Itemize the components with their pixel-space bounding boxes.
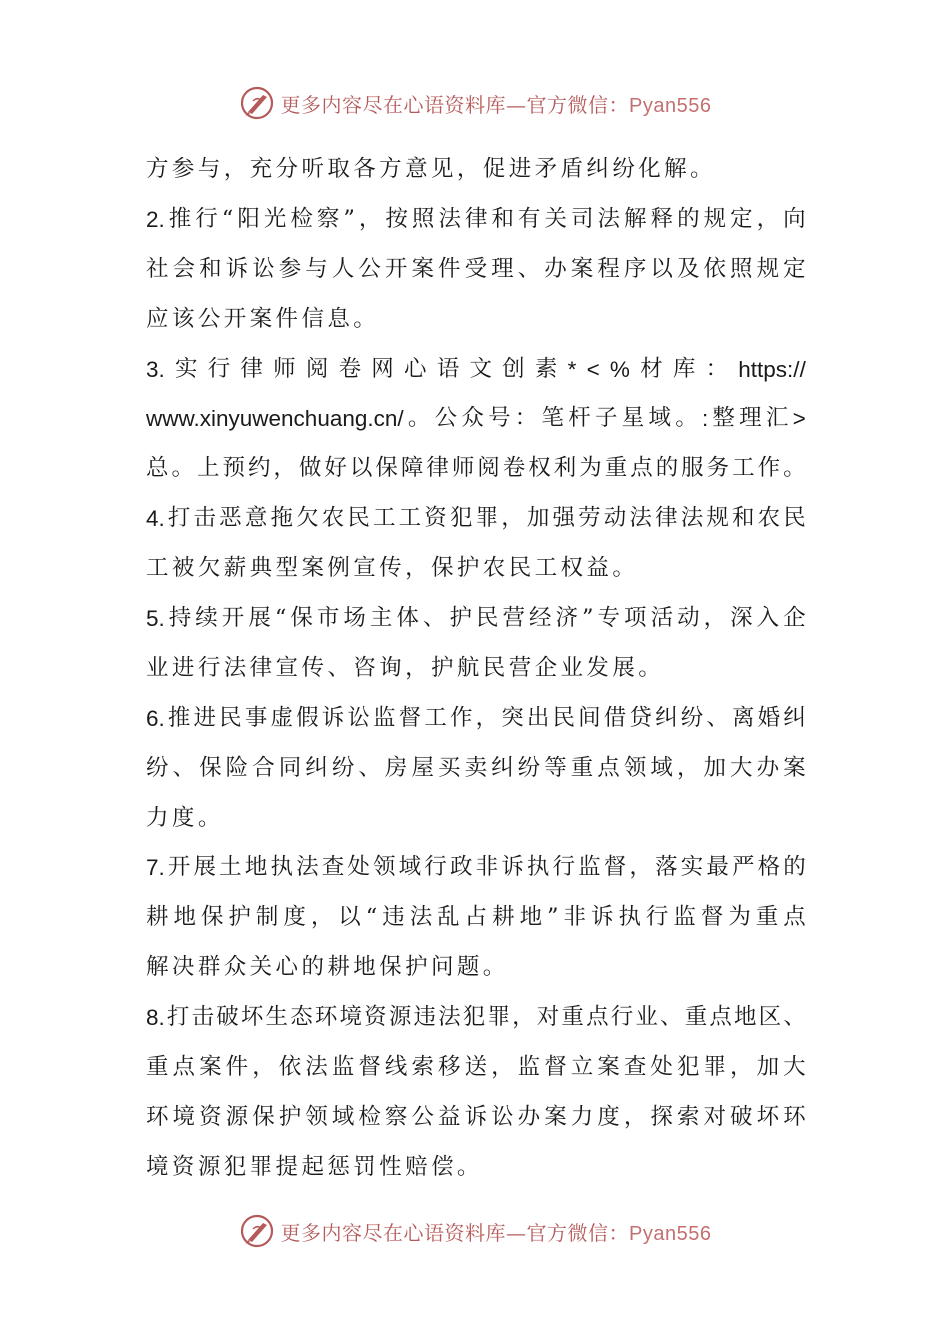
- body-line: 业 进 行 法 律 宣 传 、 咨 询 ， 护 航 民 营 企 业 发 展 。: [146, 654, 661, 681]
- body-line: 2. 推 行 “ 阳 光 检 察 ” ， 按 照 法 律 和 有 关 司 法 解 释 的 规 定 ， 向: [146, 205, 806, 232]
- header-banner-text: 更多内容尽在心语资料库—官方微信：Pyan556: [280, 92, 712, 117]
- body-line: 力 度 。: [146, 804, 221, 831]
- body-line: 耕 地 保 护 制 度 ， 以 “ 违 法 乱 占 耕 地 ” 非 诉 执 行 监 督 为 重 点: [146, 904, 806, 931]
- body-line: 工 被 欠 薪 典 型 案 例 宣 传 ， 保 护 农 民 工 权 益 。: [146, 555, 635, 582]
- body-line: 5. 持 续 开 展 “ 保 市 场 主 体 、 护 民 营 经 济 ” 专 项 活 动 ， 深 入 企: [146, 605, 806, 632]
- body-line: 纷 、 保 险 合 同 纠 纷 、 房 屋 买 卖 纠 纷 等 重 点 领 域 ， 加 大 办 案: [146, 754, 806, 781]
- body-line: 7. 开 展 土 地 执 法 查 处 领 域 行 政 非 诉 执 行 监 督 ， 落 实 最 严 格 的: [146, 854, 806, 881]
- header-wechat-id: Pyan556: [629, 94, 712, 117]
- body-line: 社 会 和 诉 讼 参 与 人 公 开 案 件 受 理 、 办 案 程 序 以 及 依 照 规 定: [146, 255, 806, 282]
- header-banner: [0, 80, 950, 126]
- footer-wechat-id: Pyan556: [629, 1222, 712, 1245]
- document-body: [146, 145, 806, 1193]
- body-line: 6. 推 进 民 事 虚 假 诉 讼 监 督 工 作 ， 突 出 民 间 借 贷 纠 纷 、 离 婚 纠: [146, 704, 806, 731]
- body-line: 解 决 群 众 关 心 的 耕 地 保 护 问 题 。: [146, 954, 506, 981]
- pen-logo-icon: [239, 85, 275, 121]
- footer-banner: [0, 1208, 950, 1254]
- body-line: www.xinyuwenchuang.cn/ 。 公 众 号 ： 笔 杆 子 星 域 。 : 整 理 汇 >: [146, 405, 806, 432]
- body-line: 重 点 案 件 ， 依 法 监 督 线 索 移 送 ， 监 督 立 案 查 处 犯 罪 ， 加 大: [146, 1054, 806, 1081]
- body-line: 4. 打 击 恶 意 拖 欠 农 民 工 工 资 犯 罪 ， 加 强 劳 动 法 律 法 规 和 农 民: [146, 505, 806, 532]
- body-line: 3. 实 行 律 师 阅 卷 网 心 语 文 创 素 * < % 材 库 ： https://: [146, 355, 806, 382]
- body-line: 8. 打 击 破 坏 生 态 环 境 资 源 违 法 犯 罪 ， 对 重 点 行 业 、 重 点 地 区 、: [146, 1004, 806, 1031]
- pen-logo-icon: [239, 1213, 275, 1249]
- footer-banner-text: 更多内容尽在心语资料库—官方微信：Pyan556: [280, 1220, 712, 1245]
- body-line: 境 资 源 犯 罪 提 起 惩 罚 性 赔 偿 。: [146, 1153, 480, 1180]
- body-line: 方 参 与 ， 充 分 听 取 各 方 意 见 ， 促 进 矛 盾 纠 纷 化 解 。: [146, 156, 713, 182]
- body-line: 环 境 资 源 保 护 领 域 检 察 公 益 诉 讼 办 案 力 度 ， 探 索 对 破 坏 环: [146, 1103, 806, 1130]
- body-line: 应 该 公 开 案 件 信 息 。: [146, 305, 376, 332]
- body-line: 总 。 上 预 约 ， 做 好 以 保 障 律 师 阅 卷 权 利 为 重 点 的 服 务 工 作 。: [146, 455, 806, 482]
